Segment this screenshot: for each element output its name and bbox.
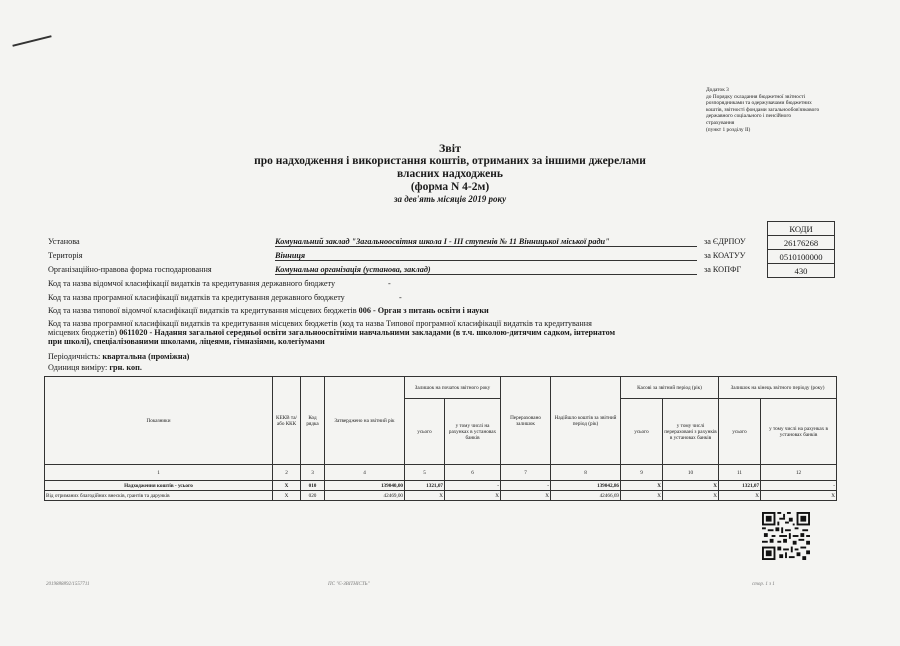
row-kekv: Х — [273, 491, 301, 501]
header-start-balance: Залишок на початок звітного року — [405, 377, 501, 399]
typical-dept-value: 006 - Орган з питань освіти і науки — [358, 306, 489, 315]
col-number: 9 — [621, 465, 663, 481]
row-cash-total: Х — [621, 491, 663, 501]
col-number: 11 — [719, 465, 761, 481]
annex-line: розпорядниками та одержувачами бюджетних — [706, 100, 812, 107]
col-number: 1 — [45, 465, 273, 481]
table-row — [45, 481, 837, 491]
row-code: 010 — [301, 481, 325, 491]
unit-label: Одиниця виміру: — [48, 363, 108, 372]
report-subtitle: про надходження і використання коштів, отриманих за іншими джерелами — [254, 155, 646, 167]
form-number: (форма N 4-2м) — [410, 181, 490, 193]
header-transferred: Перераховано залишок — [501, 377, 551, 465]
row-cash-transferred: Х — [663, 481, 719, 491]
row-received: 42466,69 — [551, 491, 621, 501]
table-row — [45, 491, 837, 501]
typical-dept-label: Код та назва типової відомчої класифікації видатків та кредитування місцевих бюджетів — [48, 306, 357, 315]
footer-page: стор. 1 з 1 — [752, 582, 775, 587]
periodicity-label: Періодичність: — [48, 352, 101, 361]
col-number: 3 — [301, 465, 325, 481]
row-end-banks: Х — [761, 491, 837, 501]
header-cash: Касові за звітний період (рік) — [621, 377, 719, 399]
codes-table — [767, 221, 835, 278]
row-approved: 139040,00 — [325, 481, 405, 491]
dept-class-label: Код та назва відомчої класифікації видатків та кредитування державного бюджету — [48, 279, 336, 288]
col-number: 8 — [551, 465, 621, 481]
header-end-banks: у тому числі на рахунках в установах банків — [761, 399, 837, 465]
col-number: 6 — [445, 465, 501, 481]
row-start-total: Х — [405, 491, 445, 501]
kopfg-code: 430 — [768, 264, 835, 278]
periodicity-value: квартальна (проміжна) — [102, 352, 190, 361]
qr-code-icon — [762, 512, 810, 560]
row-name: Від отриманих благодійних внесків, грантів та дарунків — [45, 491, 273, 501]
col-number: 2 — [273, 465, 301, 481]
footer-software: ПС "Є-ЗВІТНІСТЬ" — [328, 582, 370, 587]
row-cash-transferred: Х — [663, 491, 719, 501]
header-end-total: усього — [719, 399, 761, 465]
report-title: Звіт — [438, 141, 462, 155]
koatuu-label: за КОАТУУ — [704, 251, 746, 260]
row-start-banks: - — [445, 481, 501, 491]
row-name: Надходження коштів - усього — [45, 481, 273, 491]
local-prog-label-1: Код та назва програмної класифікації видатків та кредитування місцевих бюджетів (код та назва Типової програмної класифікації видатків та кредитування — [48, 319, 592, 328]
header-cash-total: усього — [621, 399, 663, 465]
annex-line: державного соціального і пенсійного — [706, 113, 792, 120]
annex-line: Додаток 3 — [706, 87, 729, 93]
row-transferred: - — [501, 481, 551, 491]
institution-value: Комунальний заклад "Загальноосвітня школа І - ІІІ ступенів № 11 Вінницької міської ради" — [275, 237, 697, 247]
prog-class-label: Код та назва програмної класифікації видатків та кредитування державного бюджету — [48, 293, 345, 302]
org-form-value: Комунальна організація (установа, заклад) — [275, 265, 697, 275]
row-end-total: 1321,07 — [719, 481, 761, 491]
footer-doc-id: 2019888892/1557711 — [46, 582, 90, 587]
header-indicators: Показники — [45, 377, 273, 465]
row-start-total: 1321,07 — [405, 481, 445, 491]
col-number: 5 — [405, 465, 445, 481]
header-row-code: Код рядка — [301, 377, 325, 465]
local-prog-label-2: місцевих бюджетів) — [48, 328, 118, 337]
org-form-label: Організаційно-правова форма господарювання — [48, 265, 212, 274]
col-number: 7 — [501, 465, 551, 481]
annex-line: коштів, звітності фондами загальнообов'язкового — [706, 106, 820, 113]
row-transferred: Х — [501, 491, 551, 501]
dept-class-value: - — [388, 279, 391, 288]
header-kekv: КЕКВ та/або ККК — [273, 377, 301, 465]
report-period: за дев'ять місяців 2019 року — [393, 194, 507, 204]
annex-line: страхування — [706, 119, 735, 126]
annex-note — [706, 87, 856, 133]
report-table — [44, 376, 837, 501]
header-approved: Затверджено на звітний рік — [325, 377, 405, 465]
institution-label: Установа — [48, 237, 80, 246]
unit-value: грн. коп. — [109, 363, 142, 372]
row-cash-total: Х — [621, 481, 663, 491]
row-end-banks: - — [761, 481, 837, 491]
annex-line: до Порядку складання бюджетної звітності — [706, 93, 806, 100]
header-start-total: усього — [405, 399, 445, 465]
report-subtitle-2: власних надходжень — [397, 168, 503, 180]
pen-stroke-mark — [12, 35, 51, 47]
annex-line: (пункт 1 розділу II) — [706, 126, 751, 133]
header-cash-transferred: у тому числі перераховані з рахунків в установах банків — [663, 399, 719, 465]
header-received: Надійшло коштів за звітний період (рік) — [551, 377, 621, 465]
edrpou-code: 26176268 — [768, 236, 835, 250]
koatuu-code: 0510100000 — [768, 250, 835, 264]
edrpou-label: за ЄДРПОУ — [704, 237, 746, 246]
col-number: 12 — [761, 465, 837, 481]
col-number: 10 — [663, 465, 719, 481]
local-prog-value-2: при школі), спеціалізованими школами, ліцеями, гімназіями, колегіумами — [48, 337, 325, 346]
row-received: 139042,86 — [551, 481, 621, 491]
col-number: 4 — [325, 465, 405, 481]
row-end-total: Х — [719, 491, 761, 501]
row-kekv: Х — [273, 481, 301, 491]
row-code: 020 — [301, 491, 325, 501]
kopfg-label: за КОПФГ — [704, 265, 742, 274]
header-start-banks: у тому числі на рахунках в установах банків — [445, 399, 501, 465]
codes-header: КОДИ — [768, 222, 835, 236]
column-numbers-row — [45, 465, 837, 481]
prog-class-value: - — [399, 293, 402, 302]
territory-value: Вінниця — [275, 251, 697, 261]
header-end-balance: Залишок на кінець звітного періоду (року) — [719, 377, 837, 399]
territory-label: Територія — [48, 251, 83, 260]
row-approved: 42469,00 — [325, 491, 405, 501]
row-start-banks: Х — [445, 491, 501, 501]
local-prog-value-1: 0611020 - Надання загальної середньої освіти загальноосвітніми навчальними закладами (в т.ч. школою-дитячим садком, інтернатом — [119, 328, 616, 337]
